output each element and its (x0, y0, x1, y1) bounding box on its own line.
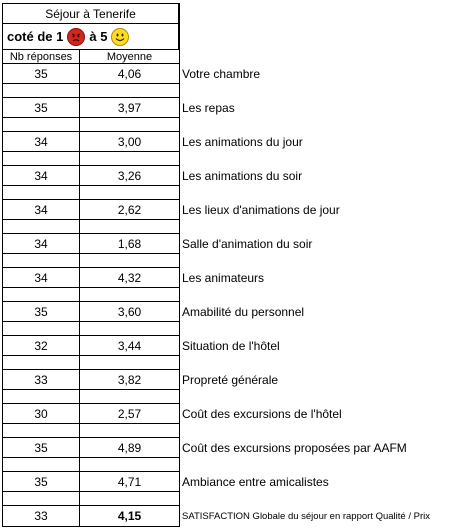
angry-face-icon (67, 28, 85, 46)
criterion-label: Salle d'animation du soir (182, 237, 313, 251)
criterion-label: Coût des excursions proposées par AAFM (182, 441, 407, 455)
spacer-cell (2, 390, 79, 404)
spacer-cell (79, 458, 180, 472)
spacer-cell (2, 424, 79, 438)
criterion-label: Les animations du jour (182, 135, 303, 149)
spacer-cell (2, 356, 79, 370)
criterion-label: Ambiance entre amicalistes (182, 475, 329, 489)
response-count-cell: 34 (2, 268, 79, 288)
response-count-cell: 35 (2, 302, 79, 322)
average-score-cell: 2,62 (79, 200, 180, 220)
average-score-cell: 3,44 (79, 336, 180, 356)
spacer-cell (79, 152, 180, 166)
average-score-cell: 1,68 (79, 234, 180, 254)
spacer-cell (79, 390, 180, 404)
spacer-cell (2, 186, 79, 200)
average-score-cell: 3,60 (79, 302, 180, 322)
response-count-cell: 34 (2, 132, 79, 152)
response-count-cell: 34 (2, 234, 79, 254)
average-score-cell: 4,06 (79, 64, 180, 84)
average-score-cell: 4,15 (79, 506, 180, 527)
spacer-cell (79, 356, 180, 370)
spacer-cell (79, 118, 180, 132)
average-score-cell: 3,00 (79, 132, 180, 152)
response-count-cell: 33 (2, 506, 79, 527)
spacer-cell (79, 288, 180, 302)
spacer-cell (2, 254, 79, 268)
spacer-cell (2, 458, 79, 472)
scale-middle: à 5 (89, 29, 108, 44)
average-score-cell: 3,97 (79, 98, 180, 118)
response-count-cell: 35 (2, 64, 79, 84)
spacer-cell (79, 424, 180, 438)
average-score-cell: 3,82 (79, 370, 180, 390)
response-count-cell: 35 (2, 438, 79, 458)
spacer-cell (79, 220, 180, 234)
criterion-label: SATISFACTION Globale du séjour en rapport Qualité / Prix (182, 511, 430, 522)
criterion-label: Les lieux d'animations de jour (182, 203, 340, 217)
average-score-cell: 3,26 (79, 166, 180, 186)
sheet-title: Séjour à Tenerife (2, 3, 179, 24)
response-count-cell: 32 (2, 336, 79, 356)
response-count-cell: 34 (2, 166, 79, 186)
rating-scale-legend (2, 24, 179, 50)
response-count-cell: 35 (2, 472, 79, 492)
spacer-cell (79, 492, 180, 506)
spacer-cell (79, 322, 180, 336)
average-score-cell: 4,89 (79, 438, 180, 458)
scale-prefix: coté de 1 (7, 29, 64, 44)
response-count-cell: 35 (2, 98, 79, 118)
criterion-label: Les animateurs (182, 271, 265, 285)
spacer-cell (2, 220, 79, 234)
spacer-cell (2, 288, 79, 302)
spacer-cell (2, 492, 79, 506)
criterion-label: Situation de l'hôtel (182, 339, 280, 353)
response-count-cell: 30 (2, 404, 79, 424)
response-count-cell: 33 (2, 370, 79, 390)
table-right-border (179, 3, 180, 526)
criterion-label: Propreté générale (182, 373, 279, 387)
criterion-label: Votre chambre (182, 67, 261, 81)
smiley-face-icon (111, 28, 129, 46)
average-score-cell: 4,32 (79, 268, 180, 288)
spacer-cell (2, 322, 79, 336)
criterion-label: Les animations du soir (182, 169, 303, 183)
spacer-cell (79, 84, 180, 98)
column-header-average: Moyenne (79, 50, 180, 64)
spacer-cell (79, 254, 180, 268)
average-score-cell: 4,71 (79, 472, 180, 492)
criterion-label: Amabilité du personnel (182, 305, 305, 319)
spacer-cell (79, 186, 180, 200)
average-score-cell: 2,57 (79, 404, 180, 424)
spacer-cell (2, 84, 79, 98)
criterion-label: Coût des excursions de l'hôtel (182, 407, 342, 421)
spacer-cell (2, 118, 79, 132)
spacer-cell (2, 152, 79, 166)
response-count-cell: 34 (2, 200, 79, 220)
column-header-responses: Nb réponses (2, 50, 79, 64)
criterion-label: Les repas (182, 101, 235, 115)
